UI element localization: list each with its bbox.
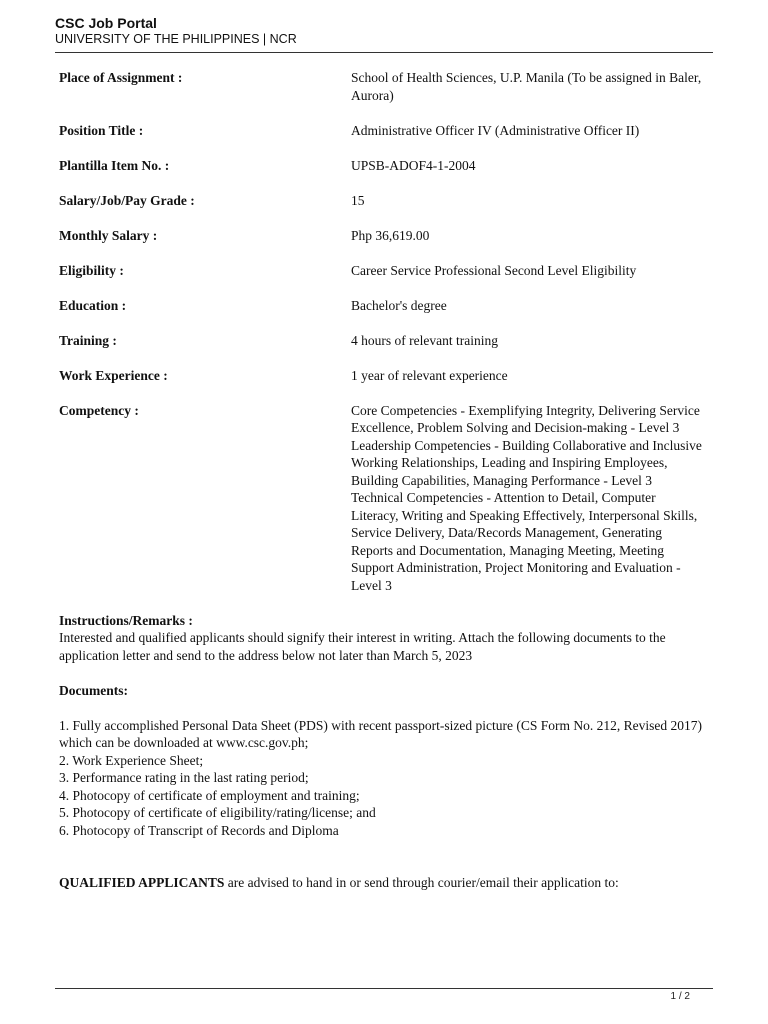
page-number: 1 / 2	[670, 991, 690, 1002]
list-item: 4. Photocopy of certificate of employment and training;	[59, 787, 360, 803]
qualified-applicants-text: are advised to hand in or send through courier/email their application to:	[224, 875, 619, 890]
header-divider	[55, 52, 713, 53]
field-value: 4 hours of relevant training	[351, 332, 498, 348]
field-row-place	[59, 69, 709, 104]
field-label: Position Title :	[59, 122, 144, 138]
field-label: Training :	[59, 332, 117, 348]
field-row-education	[59, 297, 709, 315]
list-item: 5. Photocopy of certificate of eligibility/rating/license; and	[59, 805, 376, 820]
field-value: Career Service Professional Second Level Eligibility	[351, 262, 637, 278]
field-label: Plantilla Item No. :	[59, 157, 170, 173]
field-row-training	[59, 332, 709, 350]
field-label: Work Experience :	[59, 367, 168, 383]
field-value: Php 36,619.00	[351, 227, 430, 243]
list-item: 1. Fully accomplished Personal Data Sheet (PDS) with recent passport-sized picture (CS Form No. 212, Revised 2017) which can be downloaded at www.csc.gov.ph;	[59, 717, 703, 750]
qualified-applicants-note	[59, 874, 709, 892]
field-value: 15	[351, 192, 365, 208]
list-item: 6. Photocopy of Transcript of Records and Diploma	[59, 822, 339, 838]
field-row-position-title	[59, 122, 709, 140]
field-label: Salary/Job/Pay Grade :	[59, 192, 195, 208]
field-label: Education :	[59, 297, 127, 313]
field-value: UPSB-ADOF4-1-2004	[351, 157, 476, 173]
field-label: Place of Assignment :	[59, 70, 183, 85]
field-row-competency	[59, 402, 709, 595]
field-value: Administrative Officer IV (Administrative Officer II)	[351, 122, 640, 138]
document-header	[55, 14, 713, 47]
field-row-work-experience	[59, 367, 709, 385]
documents-list	[59, 717, 709, 840]
footer-divider	[55, 988, 713, 989]
field-label: Eligibility :	[59, 262, 124, 278]
field-value: Bachelor's degree	[351, 297, 447, 313]
portal-title: CSC Job Portal	[55, 15, 157, 31]
job-posting-body	[59, 69, 709, 892]
field-row-eligibility	[59, 262, 709, 280]
instructions-heading: Instructions/Remarks :	[59, 612, 193, 628]
instructions-text: Interested and qualified applicants should signify their interest in writing. Attach the following documents to the application letter and send to the address below not later than March 5, 2023	[59, 630, 666, 663]
field-label: Competency :	[59, 402, 139, 418]
qualified-applicants-bold: QUALIFIED APPLICANTS	[59, 875, 225, 890]
list-item: 2. Work Experience Sheet;	[59, 752, 204, 768]
list-item: 3. Performance rating in the last rating period;	[59, 770, 309, 785]
field-row-plantilla	[59, 157, 709, 175]
portal-subtitle: UNIVERSITY OF THE PHILIPPINES | NCR	[55, 32, 297, 46]
field-value: Core Competencies - Exemplifying Integrity, Delivering Service Excellence, Problem Solving and Decision-making - Level 3 Leadership Competencies - Building Collaborative and Inclusive Working Relationships, Leading and Inspiring Employees, Building Capabilities, Managing Performance - Level 3 Technical Competencies - Attention to Detail, Computer Literacy, Writing and Speaking Effectively, Interpersonal Skills, Service Delivery, Data/Records Management, Generating Reports and Documentation, Managing Meeting, Meeting Support Administration, Project Monitoring and Evaluation - Level 3	[351, 402, 702, 593]
field-value: School of Health Sciences, U.P. Manila (To be assigned in Baler, Aurora)	[351, 70, 702, 103]
documents-heading: Documents:	[59, 682, 128, 698]
field-row-salary-grade	[59, 192, 709, 210]
field-row-monthly-salary	[59, 227, 709, 245]
field-value: 1 year of relevant experience	[351, 367, 508, 383]
field-label: Monthly Salary :	[59, 227, 158, 243]
